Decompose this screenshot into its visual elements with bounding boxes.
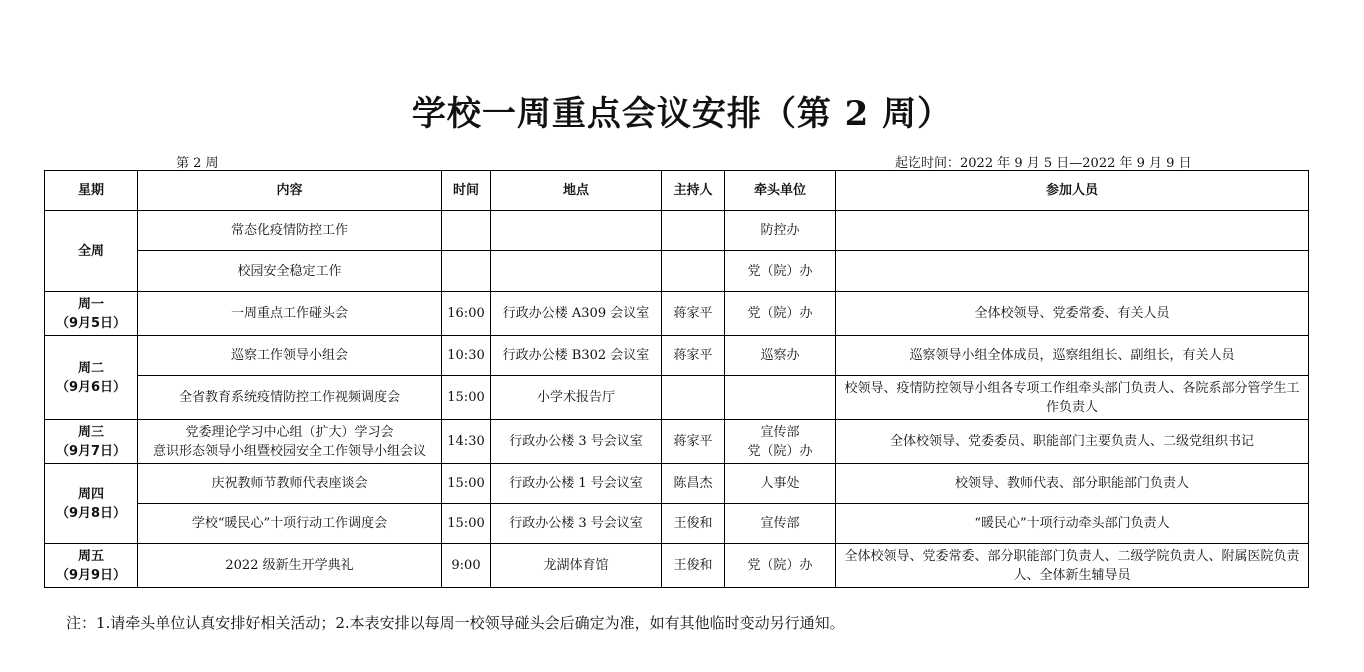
- content-cell: 校园安全稳定工作: [138, 251, 442, 292]
- day-date: （9月9日）: [55, 567, 127, 583]
- place-cell: 行政办公楼 B302 会议室: [491, 336, 662, 376]
- place-cell: 行政办公楼 3 号会议室: [491, 504, 662, 544]
- place-cell: 行政办公楼 1 号会议室: [491, 464, 662, 504]
- day-name: 周五: [77, 548, 104, 564]
- host-cell: 蒋家平: [662, 420, 725, 464]
- host-cell: [662, 251, 725, 292]
- lead-unit-line: 宣传部: [760, 424, 800, 440]
- day-cell-mon: [45, 292, 138, 336]
- attendees-cell: 校领导、疫情防控领导小组各专项工作组牵头部门负责人、各院系部分管学生工作负责人: [836, 376, 1309, 420]
- content-cell: 一周重点工作碰头会: [138, 292, 442, 336]
- day-cell-tue: [45, 336, 138, 420]
- attendees-cell: 全体校领导、党委委员、职能部门主要负责人、二级党组织书记: [836, 420, 1309, 464]
- day-name: 周二: [77, 360, 104, 376]
- day-date: （9月7日）: [55, 443, 127, 459]
- place-cell: 小学术报告厅: [491, 376, 662, 420]
- content-line: 意识形态领导小组暨校园安全工作领导小组会议: [152, 443, 426, 459]
- day-name: 周一: [77, 296, 104, 312]
- lead-unit-line: 党（院）办: [747, 443, 813, 459]
- table-row: [45, 336, 1309, 376]
- place-cell: [491, 211, 662, 251]
- place-cell: 龙湖体育馆: [491, 544, 662, 588]
- time-cell: 9:00: [442, 544, 491, 588]
- header-host: 主持人: [662, 171, 725, 211]
- day-cell-thu: [45, 464, 138, 544]
- lead-unit-cell: 宣传部: [725, 504, 836, 544]
- lead-unit-cell: 党（院）办: [725, 544, 836, 588]
- lead-unit-cell: 防控办: [725, 211, 836, 251]
- attendees-cell: [836, 251, 1309, 292]
- attendees-cell: [836, 211, 1309, 251]
- table-row: [45, 211, 1309, 251]
- host-cell: 蒋家平: [662, 336, 725, 376]
- header-content: 内容: [138, 171, 442, 211]
- host-cell: 王俊和: [662, 544, 725, 588]
- time-cell: [442, 251, 491, 292]
- header-row: [45, 171, 1309, 211]
- table-row: [45, 251, 1309, 292]
- attendees-cell: 校领导、教师代表、部分职能部门负责人: [836, 464, 1309, 504]
- host-cell: 陈昌杰: [662, 464, 725, 504]
- table-row: [45, 544, 1309, 588]
- page-title: 学校一周重点会议安排（第 2 周）: [411, 94, 953, 134]
- attendees-cell: 全体校领导、党委常委、有关人员: [836, 292, 1309, 336]
- attendees-cell: 全体校领导、党委常委、部分职能部门负责人、二级学院负责人、附属医院负责人、全体新生辅导员: [836, 544, 1309, 588]
- date-range: 起讫时间：2022 年 9 月 5 日—2022 年 9 月 9 日: [895, 156, 1192, 171]
- table-row: [45, 292, 1309, 336]
- header-lead-unit: 牵头单位: [725, 171, 836, 211]
- content-cell: 2022 级新生开学典礼: [138, 544, 442, 588]
- day-date: （9月5日）: [55, 315, 127, 331]
- header-weekday: 星期: [45, 171, 138, 211]
- time-cell: 15:00: [442, 464, 491, 504]
- day-date: （9月6日）: [55, 379, 127, 395]
- host-cell: 蒋家平: [662, 292, 725, 336]
- lead-unit-cell: [725, 420, 836, 464]
- table-row: [45, 464, 1309, 504]
- week-label: 第 2 周: [176, 156, 219, 171]
- day-cell-wed: [45, 420, 138, 464]
- header-time: 时间: [442, 171, 491, 211]
- schedule-table: [44, 170, 1309, 588]
- table-row: [45, 420, 1309, 464]
- table-row: [45, 376, 1309, 420]
- place-cell: 行政办公楼 3 号会议室: [491, 420, 662, 464]
- day-name: 周三: [77, 424, 104, 440]
- content-cell: 常态化疫情防控工作: [138, 211, 442, 251]
- time-cell: 14:30: [442, 420, 491, 464]
- day-name: 周四: [77, 486, 104, 502]
- table-row: [45, 504, 1309, 544]
- content-cell: 巡察工作领导小组会: [138, 336, 442, 376]
- lead-unit-cell: [725, 376, 836, 420]
- time-cell: 16:00: [442, 292, 491, 336]
- time-cell: 10:30: [442, 336, 491, 376]
- lead-unit-cell: 党（院）办: [725, 251, 836, 292]
- content-cell: [138, 420, 442, 464]
- day-cell-all-week: [45, 211, 138, 292]
- host-cell: [662, 211, 725, 251]
- attendees-cell: “暖民心”十项行动牵头部门负责人: [836, 504, 1309, 544]
- day-cell-fri: [45, 544, 138, 588]
- attendees-cell: 巡察领导小组全体成员，巡察组组长、副组长，有关人员: [836, 336, 1309, 376]
- footnote: 注：1.请牵头单位认真安排好相关活动；2.本表安排以每周一校领导碰头会后确定为准，如有其他临时变动另行通知。: [66, 614, 845, 632]
- day-date: （9月8日）: [55, 505, 127, 521]
- place-cell: 行政办公楼 A309 会议室: [491, 292, 662, 336]
- lead-unit-cell: 巡察办: [725, 336, 836, 376]
- content-cell: 庆祝教师节教师代表座谈会: [138, 464, 442, 504]
- lead-unit-cell: 党（院）办: [725, 292, 836, 336]
- place-cell: [491, 251, 662, 292]
- header-place: 地点: [491, 171, 662, 211]
- content-cell: 全省教育系统疫情防控工作视频调度会: [138, 376, 442, 420]
- content-cell: 学校“暖民心”十项行动工作调度会: [138, 504, 442, 544]
- lead-unit-cell: 人事处: [725, 464, 836, 504]
- day-name: 全周: [77, 243, 104, 259]
- time-cell: 15:00: [442, 504, 491, 544]
- host-cell: [662, 376, 725, 420]
- host-cell: 王俊和: [662, 504, 725, 544]
- content-line: 党委理论学习中心组（扩大）学习会: [185, 424, 394, 440]
- header-attendees: 参加人员: [836, 171, 1309, 211]
- time-cell: [442, 211, 491, 251]
- time-cell: 15:00: [442, 376, 491, 420]
